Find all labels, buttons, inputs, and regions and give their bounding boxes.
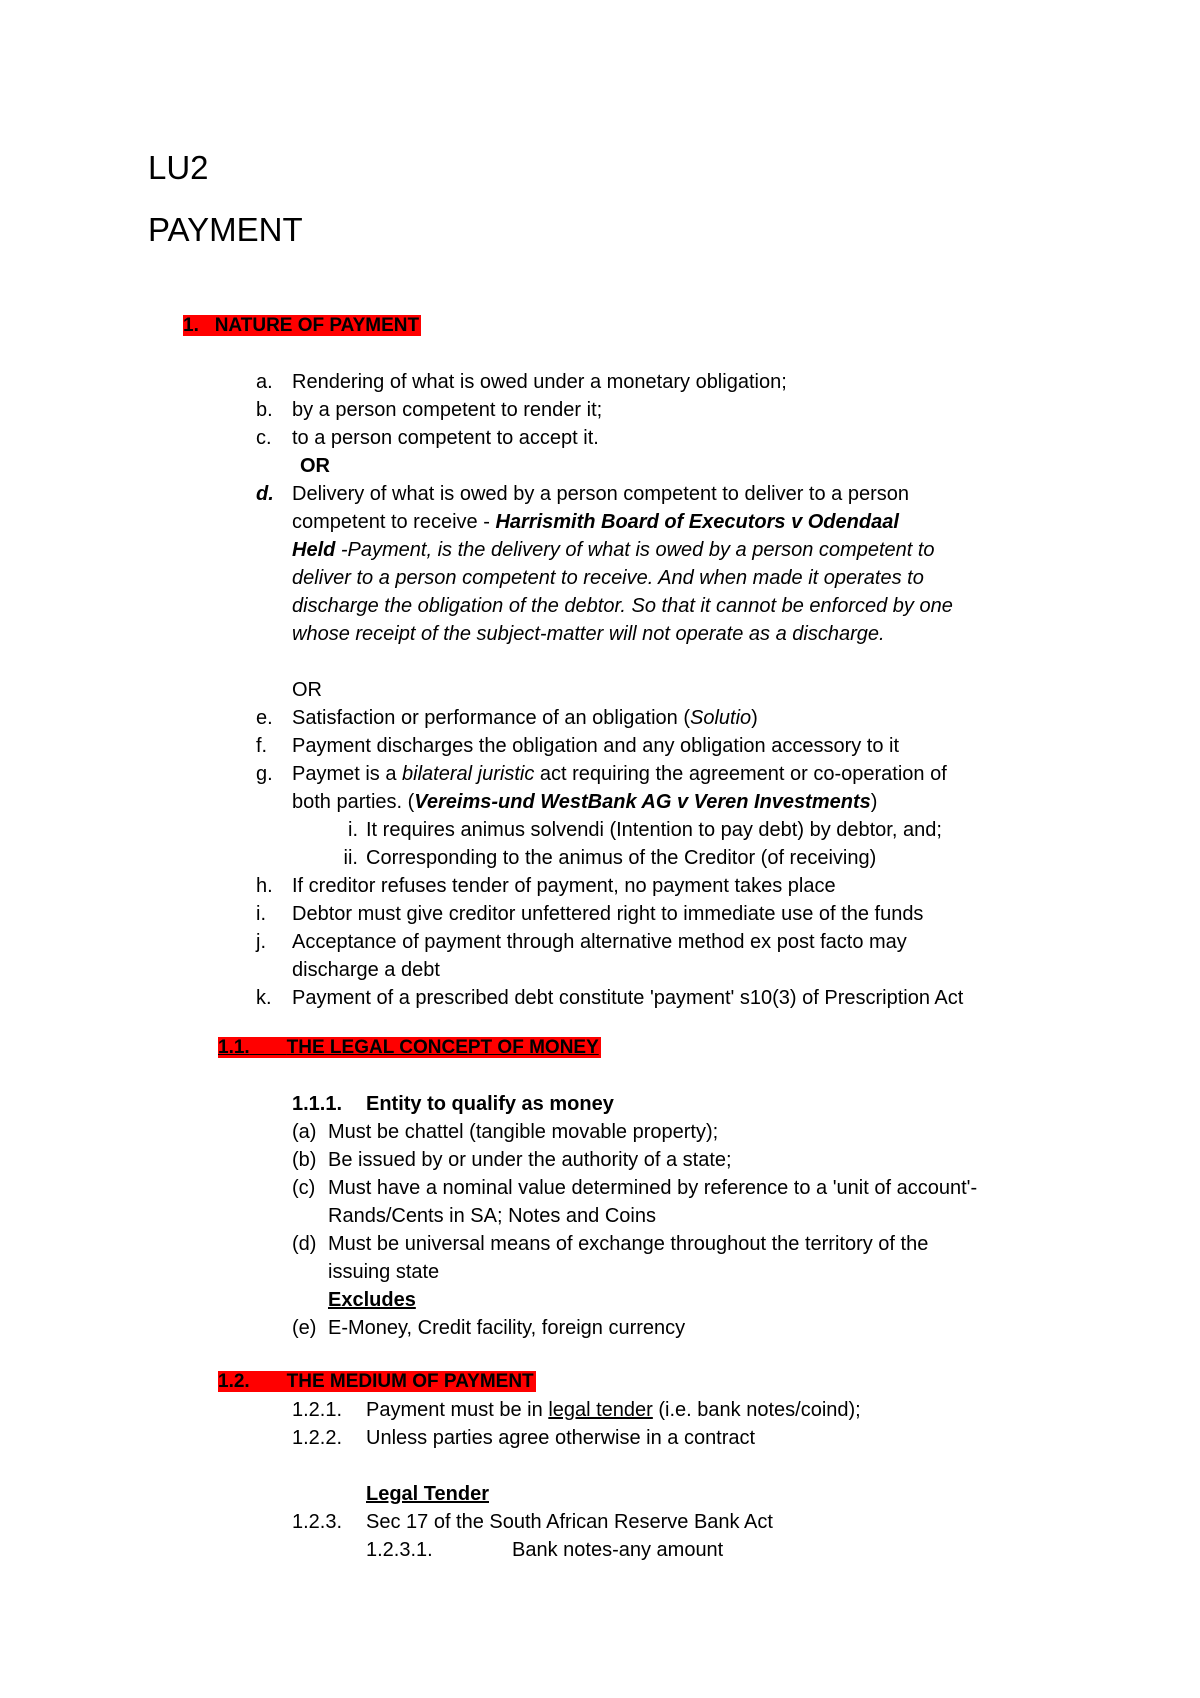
- list-marker: k.: [256, 987, 272, 1009]
- text-run: Solutio: [690, 707, 752, 729]
- list-marker: 1.2.3.: [292, 1511, 343, 1533]
- list-item-line: discharge a debt: [292, 959, 440, 981]
- section12-number: 1.2.: [218, 1371, 250, 1392]
- text-run: -Payment, is the delivery of what is owed by a person competent to: [335, 539, 935, 561]
- list-marker: h.: [256, 875, 273, 897]
- section1-title: NATURE OF PAYMENT: [214, 315, 420, 336]
- list-marker: 1.2.2.: [292, 1427, 343, 1449]
- list-item: Delivery of what is owed by a person competent to deliver to a person: [292, 483, 909, 505]
- section12-title: THE MEDIUM OF PAYMENT: [286, 1371, 534, 1392]
- list-marker: c.: [256, 427, 272, 449]
- list-item: Must be chattel (tangible movable property);: [328, 1121, 719, 1143]
- list-marker: (b): [292, 1149, 317, 1171]
- text-run: ): [751, 707, 758, 729]
- text-run: Payment must be in: [366, 1399, 549, 1421]
- section11-heading: [218, 1036, 601, 1060]
- list-item-line: deliver to a person competent to receive. And when made it operates to: [292, 567, 924, 589]
- list-item: Corresponding to the animus of the Creditor (of receiving): [366, 847, 877, 869]
- list-marker: e.: [256, 707, 273, 729]
- text-run: act requiring the agreement or co-operation of: [534, 763, 947, 785]
- list-item: Payment of a prescribed debt constitute 'payment' s10(3) of Prescription Act: [292, 987, 964, 1009]
- list-marker: (c): [292, 1177, 316, 1199]
- list-marker: i.: [348, 819, 358, 841]
- list-marker: d.: [256, 483, 274, 505]
- text-run: Paymet is a: [292, 763, 403, 785]
- list-item: by a person competent to render it;: [292, 399, 603, 421]
- text-run: both parties. (: [292, 791, 415, 813]
- section11-title: THE LEGAL CONCEPT OF MONEY: [286, 1037, 599, 1058]
- title-payment: PAYMENT: [148, 211, 303, 248]
- list-item: If creditor refuses tender of payment, no payment takes place: [292, 875, 836, 897]
- list-marker: i.: [256, 903, 266, 925]
- list-item: [366, 1396, 861, 1424]
- list-marker: b.: [256, 399, 273, 421]
- section12-heading: [218, 1370, 536, 1394]
- list-item: Sec 17 of the South African Reserve Bank Act: [366, 1511, 773, 1533]
- list-item: Unless parties agree otherwise in a contract: [366, 1427, 756, 1449]
- title-lu: LU2: [148, 149, 209, 186]
- list-item-line: [292, 508, 899, 536]
- list-item: Must be universal means of exchange throughout the territory of the: [328, 1233, 929, 1255]
- subsection-number: 1.1.1.: [292, 1093, 343, 1115]
- text-run: bilateral juristic: [402, 763, 535, 785]
- section1-number: 1.: [183, 315, 199, 336]
- list-item: Be issued by or under the authority of a state;: [328, 1149, 732, 1171]
- text-run: competent to receive -: [292, 511, 496, 533]
- list-marker: (d): [292, 1233, 317, 1255]
- case-citation: Harrismith Board of Executors v Odendaal: [495, 511, 899, 533]
- list-item: E-Money, Credit facility, foreign currency: [328, 1317, 686, 1339]
- text-run: Satisfaction or performance of an obligation (: [292, 707, 690, 729]
- list-marker: 1.2.3.1.: [366, 1539, 433, 1561]
- list-item: Debtor must give creditor unfettered right to immediate use of the funds: [292, 903, 924, 925]
- list-item: [292, 704, 758, 732]
- list-marker: a.: [256, 371, 273, 393]
- subsection-title: Entity to qualify as money: [366, 1093, 614, 1115]
- list-marker: ii.: [343, 847, 358, 869]
- list-marker: (a): [292, 1121, 317, 1143]
- excludes-label: Excludes: [328, 1289, 416, 1311]
- list-item-line: [292, 536, 935, 564]
- list-item: Must have a nominal value determined by reference to a 'unit of account'-: [328, 1177, 978, 1199]
- section1-heading: [183, 314, 421, 338]
- text-run: ): [870, 791, 878, 813]
- list-item: Rendering of what is owed under a monetary obligation;: [292, 371, 787, 393]
- list-marker: (e): [292, 1317, 317, 1339]
- or-label: OR: [292, 679, 322, 701]
- list-item: Acceptance of payment through alternative method ex post facto may: [292, 931, 907, 953]
- list-marker: g.: [256, 763, 273, 785]
- list-marker: f.: [256, 735, 268, 757]
- list-item: It requires animus solvendi (Intention to pay debt) by debtor, and;: [366, 819, 942, 841]
- list-item: to a person competent to accept it.: [292, 427, 599, 449]
- list-item: [292, 760, 947, 788]
- section12-heading-box: [218, 1371, 536, 1392]
- list-item-line: whose receipt of the subject-matter will not operate as a discharge.: [292, 623, 885, 645]
- list-item-line: [292, 788, 877, 816]
- list-item: Payment discharges the obligation and any obligation accessory to it: [292, 735, 900, 757]
- section11-heading-box: [218, 1037, 601, 1058]
- text-run: (i.e. bank notes/coind);: [652, 1399, 861, 1421]
- list-marker: j.: [256, 931, 266, 953]
- list-item-line: issuing state: [328, 1261, 440, 1283]
- list-item-line: Rands/Cents in SA; Notes and Coins: [328, 1205, 656, 1227]
- section11-number: 1.1.: [218, 1037, 250, 1058]
- list-item: Bank notes-any amount: [512, 1539, 724, 1561]
- or-label: OR: [300, 455, 330, 477]
- section1-heading-box: [183, 315, 421, 336]
- case-held: Held: [292, 539, 336, 561]
- text-run: legal tender: [548, 1399, 653, 1421]
- legal-tender-label: Legal Tender: [366, 1483, 489, 1505]
- case-citation: Vereims-und WestBank AG v Veren Investments: [414, 791, 871, 813]
- list-marker: 1.2.1.: [292, 1399, 343, 1421]
- list-item-line: discharge the obligation of the debtor. So that it cannot be enforced by one: [292, 595, 953, 617]
